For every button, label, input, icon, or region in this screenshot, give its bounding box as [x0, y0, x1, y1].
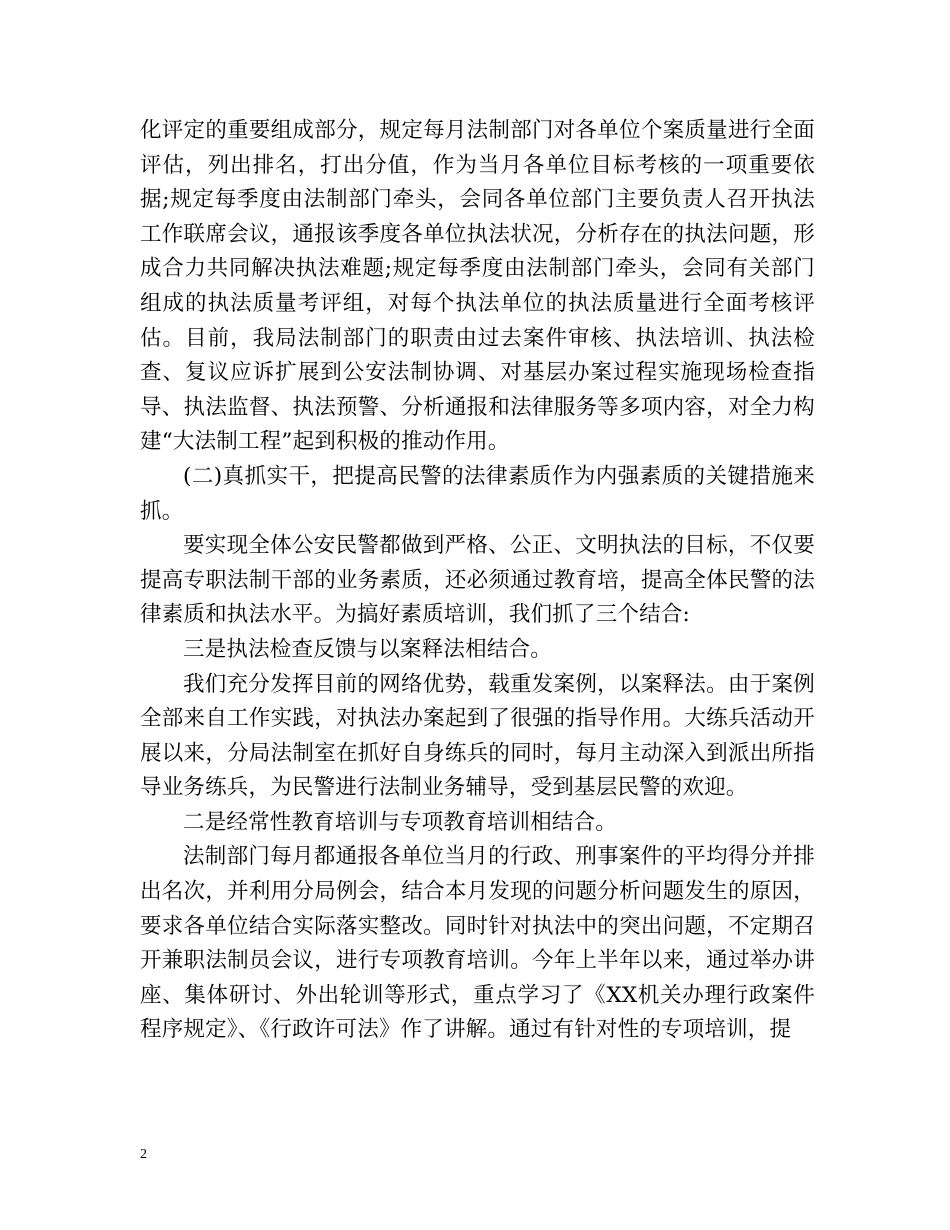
paragraph-7: 法制部门每月都通报各单位当月的行政、刑事案件的平均得分并排出名次，并利用分局例会，结合本月发现的问题分析问题发生的原因，要求各单位结合实际落实整改。同时针对执法中的突出问题，不定期召开兼职法制员会议，进行专项教育培训。今年上半年以来，通过举办讲座、集体研讨、外出轮训等形式，重点学习了《XX机关办理行政案件程序规定》、《行政许可法》作了讲解。通过有针对性的专项培训，提 — [140, 844, 815, 1043]
paragraph-6-subheading: 二是经常性教育培训与专项教育培训相结合。 — [183, 809, 618, 835]
paragraph-5: 我们充分发挥目前的网络优势，载重发案例，以案释法。由于案例全部来自工作实践，对执法办案起到了很强的指导作用。大练兵活动开展以来，分局法制室在抓好自身练兵的同时，每月主动深入到派出所指导业务练兵，为民警进行法制业务辅导，受到基层民警的欢迎。 — [140, 671, 815, 801]
paragraph-4-subheading: 三是执法检查反馈与以案释法相结合。 — [183, 636, 552, 662]
paragraph-3: 要实现全体公安民警都做到严格、公正、文明执法的目标，不仅要提高专职法制干部的业务素质，还必须通过教育培，提高全体民警的法律素质和执法水平。为搞好素质培训，我们抓了三个结合: — [140, 533, 815, 628]
paragraph-1: 化评定的重要组成部分，规定每月法制部门对各单位个案质量进行全面评估，列出排名，打出分值，作为当月各单位目标考核的一项重要依据;规定每季度由法制部门牵头，会同各单位部门主要负责人召开执法工作联席会议，通报该季度各单位执法状况，分析存在的执法问题，形成合力共同解决执法难题;规定每季度由法制部门牵头，会同有关部门组成的执法质量考评组，对每个执法单位的执法质量进行全面考核评估。目前，我局法制部门的职责由过去案件审核、执法培训、执法检查、复议应诉扩展到公安法制协调、对基层办案过程实施现场检查指导、执法监督、执法预警、分析通报和法律服务等多项内容，对全力构建“大法制工程”起到积极的推动作用。 — [140, 118, 815, 455]
page-number: 2 — [140, 1147, 147, 1162]
paragraph-2-heading: (二)真抓实干，把提高民警的法律素质作为内强素质的关键措施来抓。 — [140, 463, 815, 524]
document-body — [140, 114, 815, 1048]
